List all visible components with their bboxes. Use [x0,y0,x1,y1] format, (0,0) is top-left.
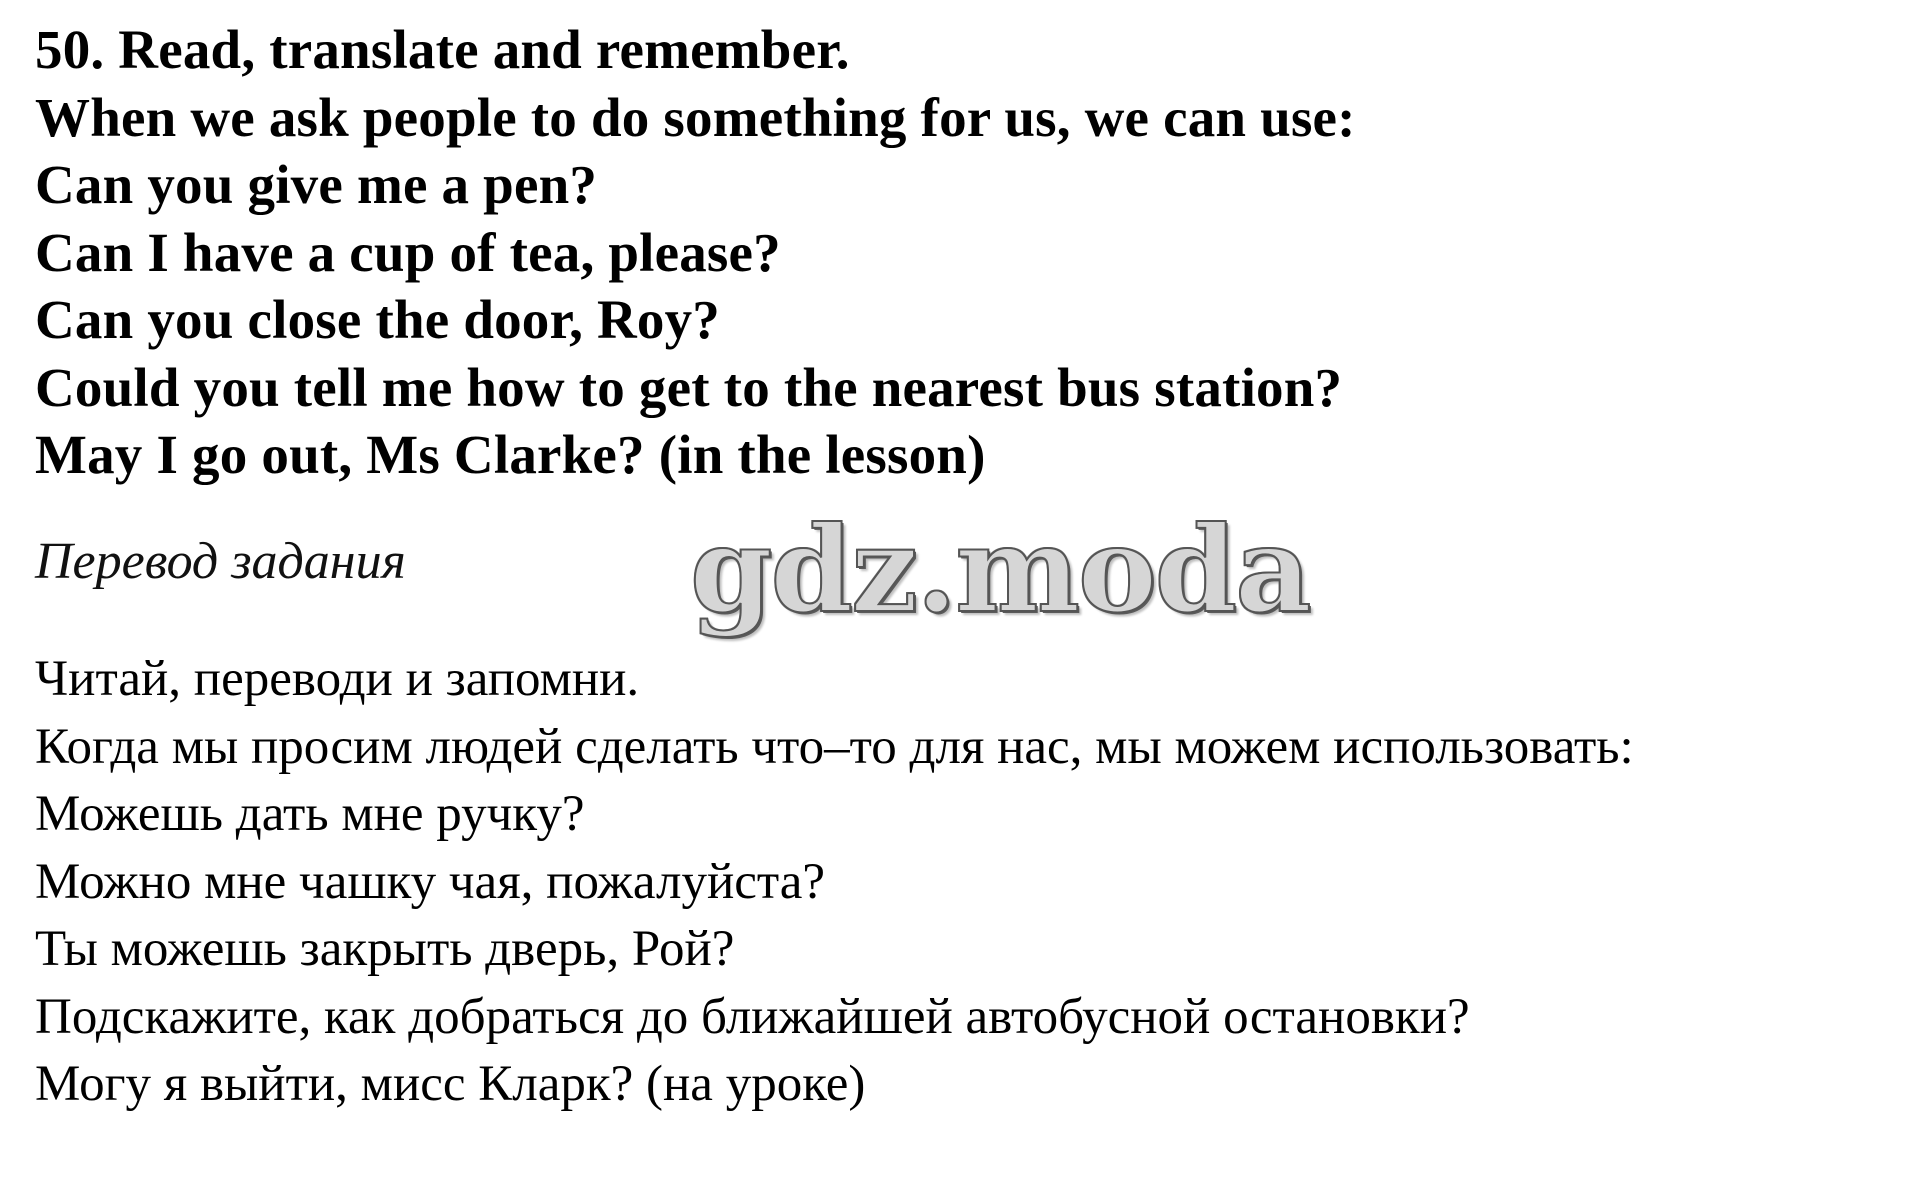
example-line: Can you close the door, Roy? [35,289,720,350]
russian-translation-block [35,646,1915,1119]
translation-example-line: Можно мне чашку чая, пожалуйста? [35,853,826,910]
task-intro: When we ask people to do something for us, we can use: [35,86,1356,148]
translation-example-line: Ты можешь закрыть дверь, Рой? [35,921,735,977]
translation-example-line: Можешь дать мне ручку? [35,786,585,842]
example-line: May I go out, Ms Clarke? (in the lesson) [35,424,986,485]
translation-heading: Читай, переводи и запомни. [35,651,640,707]
translation-example-line: Могу я выйти, мисс Кларк? (на уроке) [35,1056,866,1112]
watermark-logo: gdz.moda [690,500,1310,639]
translation-intro: Когда мы просим людей сделать что–то для нас, мы можем использовать: [35,718,1634,775]
task-heading: 50. Read, translate and remember. [35,19,850,80]
translation-example-line: Подскажите, как добраться до ближайшей автобусной остановки? [35,988,1470,1045]
translation-label: Перевод задания [35,533,406,590]
example-line: Could you tell me how to get to the nearest bus station? [35,356,1343,418]
example-line: Can you give me a pen? [35,154,598,215]
example-line: Can I have a cup of tea, please? [35,221,781,283]
english-task-block [35,16,1895,489]
